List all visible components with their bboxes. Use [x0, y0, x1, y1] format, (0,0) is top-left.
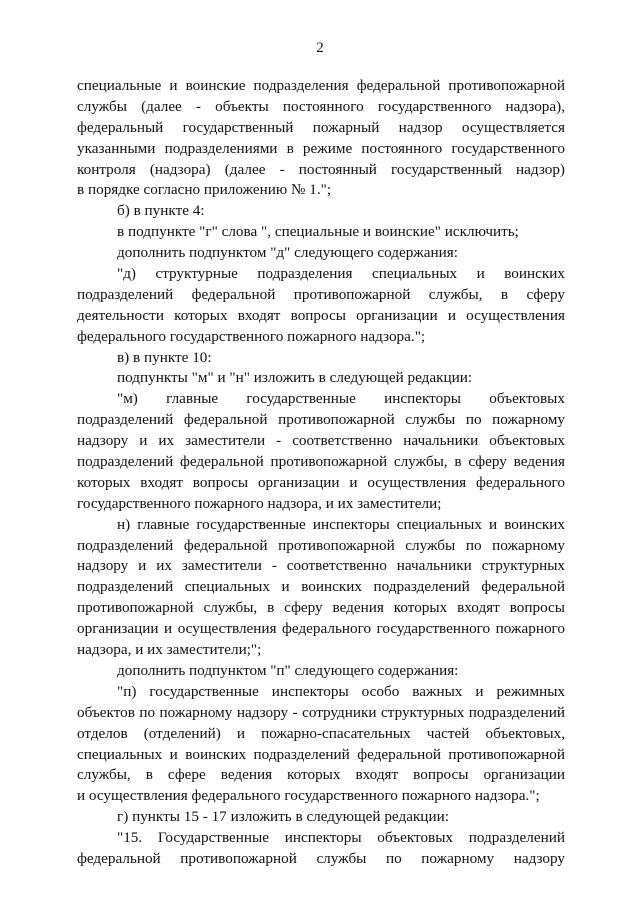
- text-line: государственного пожарного надзора, и их заместители;: [77, 494, 442, 512]
- text-line: противопожарной службы, в сферу ведения которых входят вопросы: [77, 599, 565, 617]
- text-line: которых входят вопросы организации и осуществления федерального: [77, 473, 565, 491]
- text-line: федерального государственного пожарного надзора.";: [77, 327, 426, 345]
- text-line: подразделений федеральной противопожарной службы, в сферу ведения: [77, 453, 565, 471]
- text-line: службы (далее - объекты постоянного государственного надзора),: [77, 97, 565, 115]
- text-line: "м) главные государственные инспекторы объектовых: [117, 390, 565, 408]
- text-line: специальных и воинских подразделений федеральной противопожарной: [77, 745, 565, 763]
- text-line: специальные и воинские подразделения федеральной противопожарной: [77, 77, 565, 94]
- text-line: дополнить подпунктом "д" следующего содержания:: [117, 244, 459, 262]
- text-line: "д) структурные подразделения специальных и воинских: [117, 265, 565, 283]
- text-line: подразделений федеральной противопожарной службы по пожарному: [77, 411, 565, 429]
- text-line: подразделений федеральной противопожарной службы по пожарному: [77, 536, 565, 554]
- text-line: подпункты "м" и "н" изложить в следующей редакции:: [117, 369, 473, 387]
- text-line: надзору и их заместители - соответственно начальники структурных: [77, 557, 565, 575]
- text-line: г) пункты 15 - 17 изложить в следующей редакции:: [117, 808, 449, 826]
- text-line: б) в пункте 4:: [117, 202, 205, 220]
- text-line: подразделений федеральной противопожарной службы, в сферу: [77, 285, 565, 303]
- text-line: федеральной противопожарной службы по пожарному надзору: [77, 849, 565, 867]
- text-line: в порядке согласно приложению № 1.";: [77, 181, 332, 199]
- text-line: надзора, и их заместители;";: [77, 641, 262, 659]
- text-line: "п) государственные инспекторы особо важных и режимных: [117, 682, 565, 700]
- text-line: деятельности которых входят вопросы организации и осуществления: [77, 306, 565, 324]
- document-body: [77, 76, 565, 870]
- text-line: указанными подразделениями в режиме постоянного государственного: [77, 139, 565, 157]
- text-line: контроля (надзора) (далее - постоянный государственный надзор): [77, 160, 565, 178]
- text-line: надзору и их заместители - соответственно начальники объектовых: [77, 432, 565, 450]
- text-line: службы, в сфере ведения которых входят вопросы организации: [77, 766, 565, 784]
- text-line: дополнить подпунктом "п" следующего содержания:: [117, 661, 459, 679]
- text-line: отделов (отделений) и пожарно-спасательных частей объектовых,: [77, 724, 565, 742]
- text-line: федеральный государственный пожарный надзор осуществляется: [77, 118, 565, 136]
- text-line: подразделений специальных и воинских подразделений федеральной: [77, 578, 565, 596]
- text-line: объектов по пожарному надзору - сотрудники структурных подразделений: [77, 703, 565, 721]
- text-line: н) главные государственные инспекторы специальных и воинских: [117, 515, 565, 533]
- page-number: 2: [316, 40, 324, 56]
- text-line: "15. Государственные инспекторы объектовых подразделений: [117, 829, 565, 847]
- text-line: и осуществления федерального государственного пожарного надзора.";: [77, 787, 540, 805]
- text-line: организации и осуществления федерального государственного пожарного: [77, 620, 565, 638]
- text-line: в подпункте "г" слова ", специальные и воинские" исключить;: [117, 223, 519, 241]
- text-line: в) в пункте 10:: [117, 348, 212, 366]
